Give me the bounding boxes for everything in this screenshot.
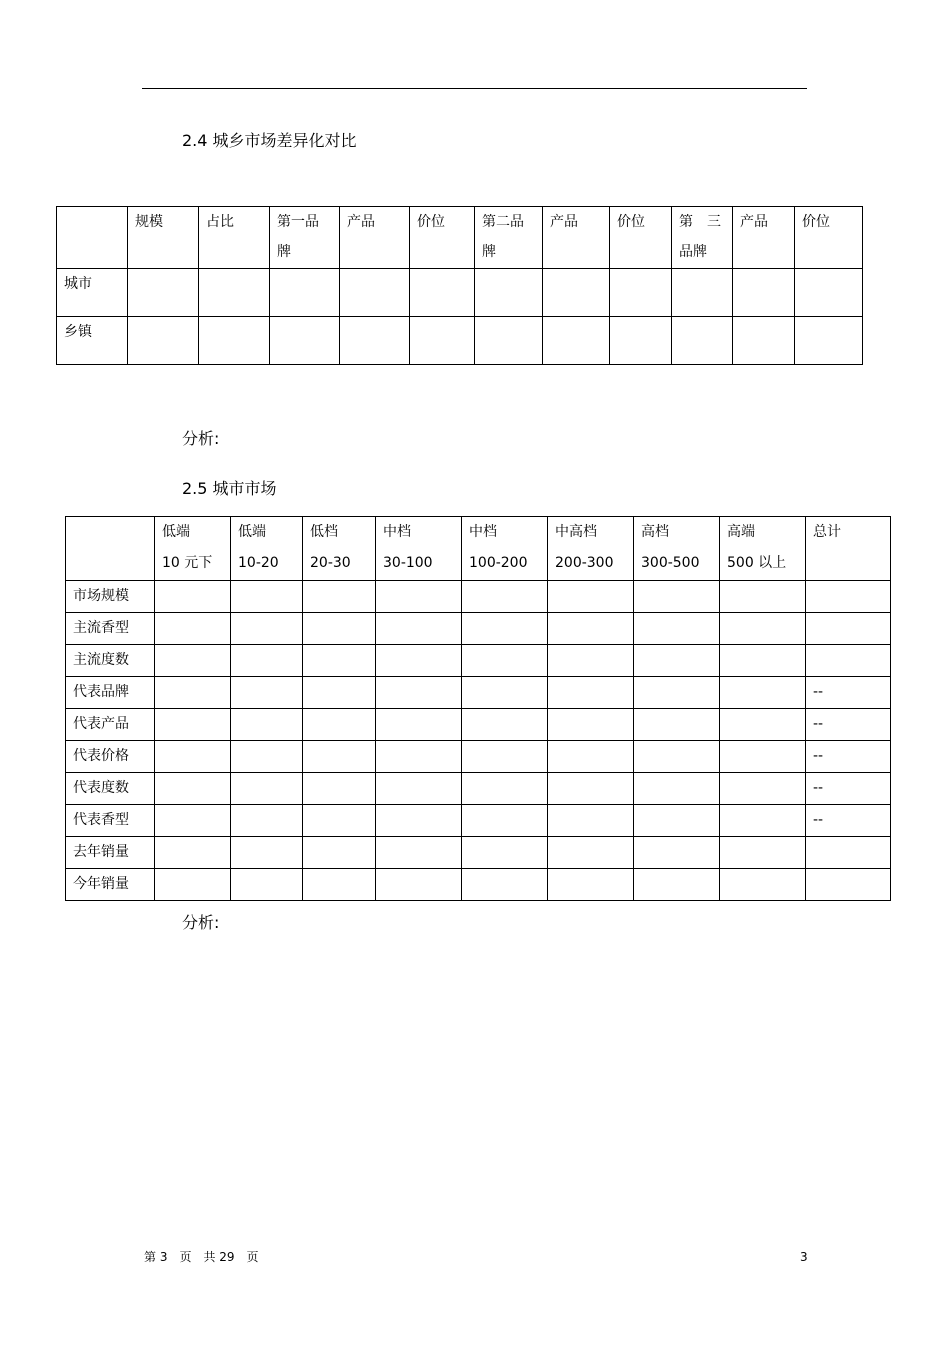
row-label: 去年销量 (66, 837, 155, 869)
table-cell (548, 645, 634, 677)
table-cell (548, 805, 634, 837)
city-market-table (65, 516, 891, 901)
header-cell-brand-3: 第 三 品牌 (672, 207, 733, 269)
header-cell-corner (66, 517, 155, 581)
row-label: 代表产品 (66, 709, 155, 741)
table-cell (155, 645, 231, 677)
section-2-4-title: 2.4 城乡市场差异化对比 (182, 131, 357, 150)
table-cell (303, 581, 376, 613)
header-line-1: 高端 (727, 524, 755, 540)
header-cell-scale: 规模 (128, 207, 199, 269)
table-cell (155, 869, 231, 901)
total-cell (806, 581, 891, 613)
table-cell (548, 581, 634, 613)
table-cell (548, 677, 634, 709)
table-cell (462, 869, 548, 901)
table-cell (720, 773, 806, 805)
total-cell (806, 645, 891, 677)
table-cell (462, 773, 548, 805)
header-cell-price-band (303, 517, 376, 581)
table-cell (720, 581, 806, 613)
table-cell (720, 869, 806, 901)
header-line-1: 中高档 (555, 524, 597, 540)
header-rule (142, 88, 807, 89)
table-header-row (66, 517, 891, 581)
page-number: 3 (800, 1250, 808, 1264)
table-cell (462, 581, 548, 613)
header-line-1: 中档 (469, 524, 497, 540)
row-label-city: 城市 (57, 269, 128, 317)
table-cell (231, 709, 303, 741)
table-cell (376, 869, 462, 901)
row-label-town: 乡镇 (57, 317, 128, 365)
table-cell (231, 837, 303, 869)
header-line-1: 总计 (813, 524, 841, 540)
header-line-1: 中档 (383, 524, 411, 540)
table-cell (634, 869, 720, 901)
table-cell (155, 741, 231, 773)
table-cell (376, 581, 462, 613)
header-cell-product-1: 产品 (340, 207, 410, 269)
table-row (66, 709, 891, 741)
table-cell (720, 613, 806, 645)
table-cell (720, 837, 806, 869)
header-cell-price-band (806, 517, 891, 581)
table-cell (548, 613, 634, 645)
table-cell (634, 677, 720, 709)
table-row (57, 269, 863, 317)
header-cell-price-band (720, 517, 806, 581)
table-cell (462, 741, 548, 773)
table-cell (634, 805, 720, 837)
header-cell-price-band (462, 517, 548, 581)
header-cell-corner (57, 207, 128, 269)
table-cell (548, 709, 634, 741)
table-cell (376, 805, 462, 837)
table-cell (634, 773, 720, 805)
header-cell-price-band (548, 517, 634, 581)
table-cell (634, 741, 720, 773)
table-cell (720, 645, 806, 677)
section-2-5-title: 2.5 城市市场 (182, 479, 277, 498)
header-cell-price-band (376, 517, 462, 581)
table-row (66, 581, 891, 613)
table-cell (634, 581, 720, 613)
table-cell (231, 581, 303, 613)
table-cell (634, 837, 720, 869)
table-row (66, 773, 891, 805)
row-label: 代表度数 (66, 773, 155, 805)
table-cell (376, 613, 462, 645)
header-cell-product-3: 产品 (733, 207, 795, 269)
table-cell (231, 613, 303, 645)
table-cell (548, 741, 634, 773)
header-line-2: 20-30 (310, 555, 351, 571)
table-cell (376, 741, 462, 773)
table-cell (303, 805, 376, 837)
row-label: 代表品牌 (66, 677, 155, 709)
table-cell (303, 677, 376, 709)
table-row (66, 869, 891, 901)
header-cell-product-2: 产品 (543, 207, 610, 269)
table-row (66, 645, 891, 677)
header-cell-share: 占比 (199, 207, 270, 269)
analysis-label-2-5: 分析: (182, 913, 220, 932)
header-cell-price-3: 价位 (795, 207, 863, 269)
row-label: 主流度数 (66, 645, 155, 677)
total-cell: -- (806, 709, 891, 741)
header-cell-price-band (634, 517, 720, 581)
table-cell (462, 677, 548, 709)
total-cell (806, 837, 891, 869)
table-row (66, 805, 891, 837)
table-row (57, 317, 863, 365)
header-line-2: 100-200 (469, 555, 528, 571)
table-cell (548, 773, 634, 805)
table-cell (462, 805, 548, 837)
table-cell (462, 613, 548, 645)
total-cell: -- (806, 677, 891, 709)
table-row (66, 837, 891, 869)
header-line-2: 30-100 (383, 555, 433, 571)
analysis-label-2-4: 分析: (182, 429, 220, 448)
table-cell (155, 677, 231, 709)
header-cell-price-1: 价位 (410, 207, 475, 269)
table-cell (303, 645, 376, 677)
header-cell-price-2: 价位 (610, 207, 672, 269)
table-cell (376, 837, 462, 869)
table-cell (720, 677, 806, 709)
table-cell (155, 805, 231, 837)
page-footer-text: 第 3 页 共 29 页 (144, 1250, 259, 1264)
table-cell (462, 645, 548, 677)
header-line-1: 低档 (310, 524, 338, 540)
table-cell (462, 837, 548, 869)
table-cell (303, 709, 376, 741)
table-cell (231, 741, 303, 773)
row-label: 代表香型 (66, 805, 155, 837)
header-line-2: 10-20 (238, 555, 279, 571)
header-line-2: 500 以上 (727, 555, 787, 571)
row-label: 代表价格 (66, 741, 155, 773)
header-cell-brand-1: 第一品 牌 (270, 207, 340, 269)
table-cell (303, 741, 376, 773)
header-line-1: 高档 (641, 524, 669, 540)
header-line-2: 10 元下 (162, 555, 213, 571)
table-header-row (57, 207, 863, 269)
table-cell (376, 773, 462, 805)
row-label: 市场规模 (66, 581, 155, 613)
table-cell (634, 613, 720, 645)
urban-rural-comparison-table (56, 206, 863, 365)
table-cell (462, 709, 548, 741)
table-cell (155, 773, 231, 805)
table-cell (720, 805, 806, 837)
header-line-2: 300-500 (641, 555, 700, 571)
table-cell (303, 837, 376, 869)
table-cell (155, 581, 231, 613)
table-cell (303, 773, 376, 805)
table-cell (634, 709, 720, 741)
header-cell-price-band (155, 517, 231, 581)
header-line-1: 低端 (238, 524, 266, 540)
row-label: 今年销量 (66, 869, 155, 901)
row-label: 主流香型 (66, 613, 155, 645)
table-cell (231, 677, 303, 709)
table-row (66, 741, 891, 773)
header-line-2: 200-300 (555, 555, 614, 571)
table-cell (303, 869, 376, 901)
table-cell (548, 837, 634, 869)
table-cell (548, 869, 634, 901)
table-cell (634, 645, 720, 677)
table-cell (720, 741, 806, 773)
table-cell (231, 645, 303, 677)
table-cell (155, 613, 231, 645)
table-row (66, 677, 891, 709)
total-cell: -- (806, 741, 891, 773)
table-cell (376, 709, 462, 741)
header-line-1: 低端 (162, 524, 190, 540)
table-cell (376, 645, 462, 677)
total-cell (806, 613, 891, 645)
table-cell (231, 773, 303, 805)
header-cell-price-band (231, 517, 303, 581)
table-cell (155, 709, 231, 741)
total-cell (806, 869, 891, 901)
total-cell: -- (806, 805, 891, 837)
table-cell (155, 837, 231, 869)
table-cell (376, 677, 462, 709)
table-cell (231, 869, 303, 901)
table-cell (303, 613, 376, 645)
table-row (66, 613, 891, 645)
table-cell (231, 805, 303, 837)
total-cell: -- (806, 773, 891, 805)
header-cell-brand-2: 第二品 牌 (475, 207, 543, 269)
table-cell (720, 709, 806, 741)
